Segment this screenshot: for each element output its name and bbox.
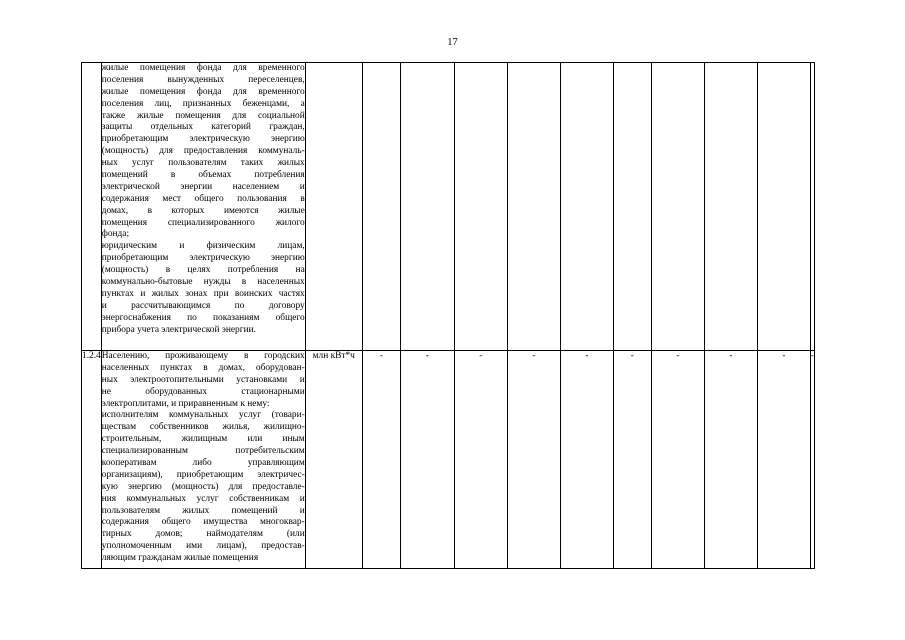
description-line: приобретающим электрическую энергию [101, 134, 305, 145]
description-line: населенных пунктах в домах, оборудован- [101, 362, 305, 373]
description-line: исполнителям коммунальных услуг (товари- [101, 410, 305, 421]
description-line: и рассчитывающимся по договору [101, 300, 305, 311]
page-number: 17 [447, 37, 458, 48]
description-line: приобретающим электрическую энергию [101, 253, 305, 264]
value-cell [560, 63, 613, 351]
description-line: фонда; [101, 229, 130, 240]
description-line: (мощность) для предоставления коммуналь- [101, 146, 305, 157]
description-line: не оборудованных стационарными [101, 386, 305, 397]
description-line: поселения вынужденных переселенцев, [101, 74, 305, 85]
description-line: помещений в объемах потребления [101, 170, 305, 181]
value-cell [613, 63, 651, 351]
description-line: организациям), приобретающим электричес- [101, 469, 305, 480]
row-number-cell [82, 63, 102, 351]
value-cell: - [613, 351, 651, 569]
value-cell: - [810, 351, 814, 569]
description-line: кооперативам либо управляющим [101, 458, 305, 469]
unit-cell [305, 63, 362, 351]
description-line: коммунально-бытовые нужды в населенных [101, 277, 305, 288]
description-line: кую энергию (мощность) для предоставле- [101, 481, 305, 492]
description-line: ществам собственников жилья, жилищно- [101, 422, 305, 433]
description-line: юридическим и физическим лицам, [101, 241, 305, 252]
description-line: электрической энергии населением и [101, 181, 305, 192]
tariff-table [81, 62, 815, 569]
description-line: жилые помещения фонда для временного [101, 86, 305, 97]
value-cell: - [704, 351, 757, 569]
description-line: поселения лиц, признанных беженцами, а [101, 98, 305, 109]
value-cell [704, 63, 757, 351]
description-line: тирных домов; наймодателям (или [101, 529, 305, 540]
description-cell [101, 63, 305, 351]
description-line: также жилые помещения для социальной [101, 110, 305, 121]
unit-cell: млн кВт*ч [305, 351, 362, 569]
description-line: электроплитами, и приравненным к нему: [101, 398, 270, 409]
value-cell [400, 63, 454, 351]
table-row [82, 63, 815, 351]
description-line: строительным, жилищным или иным [101, 434, 305, 445]
description-line: ляющим гражданам жилые помещения [101, 553, 259, 564]
description-line: содержания общего имущества многоквар- [101, 517, 305, 528]
description-line: пользователям жилых помещений и [101, 505, 305, 516]
table-row [82, 351, 815, 569]
value-cell [362, 63, 400, 351]
description-cell [101, 351, 305, 569]
description-line: специализированным потребительским [101, 446, 305, 457]
description-line: (мощность) в целях потребления на [101, 265, 305, 276]
description-line: энергоснабжения по показаниям общего [101, 312, 305, 323]
value-cell: - [454, 351, 507, 569]
description-line: ных услуг пользователям таких жилых [101, 158, 305, 169]
description-line: ния коммунальных услуг собственникам и [101, 493, 305, 504]
description-line: помещения специализированного жилого [101, 217, 305, 228]
value-cell [454, 63, 507, 351]
value-cell: - [400, 351, 454, 569]
value-cell [810, 63, 814, 351]
description-line: содержания мест общего пользования в [101, 193, 305, 204]
description-line: ных электроотопительными установками и [101, 374, 305, 385]
value-cell: - [362, 351, 400, 569]
value-cell [507, 63, 560, 351]
description-line: жилые помещения фонда для временного [101, 63, 305, 73]
value-cell: - [507, 351, 560, 569]
value-cell [651, 63, 704, 351]
description-line: домах, в которых имеются жилые [101, 205, 305, 216]
description-line: прибора учета электрической энергии. [101, 324, 256, 335]
description-line: защиты отдельных категорий граждан, [101, 122, 305, 133]
value-cell: - [757, 351, 810, 569]
value-cell: - [651, 351, 704, 569]
description-line: Населению, проживающему в городских [101, 351, 305, 361]
description-line: пунктах и жилых зонах при воинских частях [101, 288, 305, 299]
value-cell: - [560, 351, 613, 569]
row-number-cell: 1.2.4 [82, 351, 102, 569]
description-line: уполномоченным ими лицам), предостав- [101, 541, 305, 552]
value-cell [757, 63, 810, 351]
